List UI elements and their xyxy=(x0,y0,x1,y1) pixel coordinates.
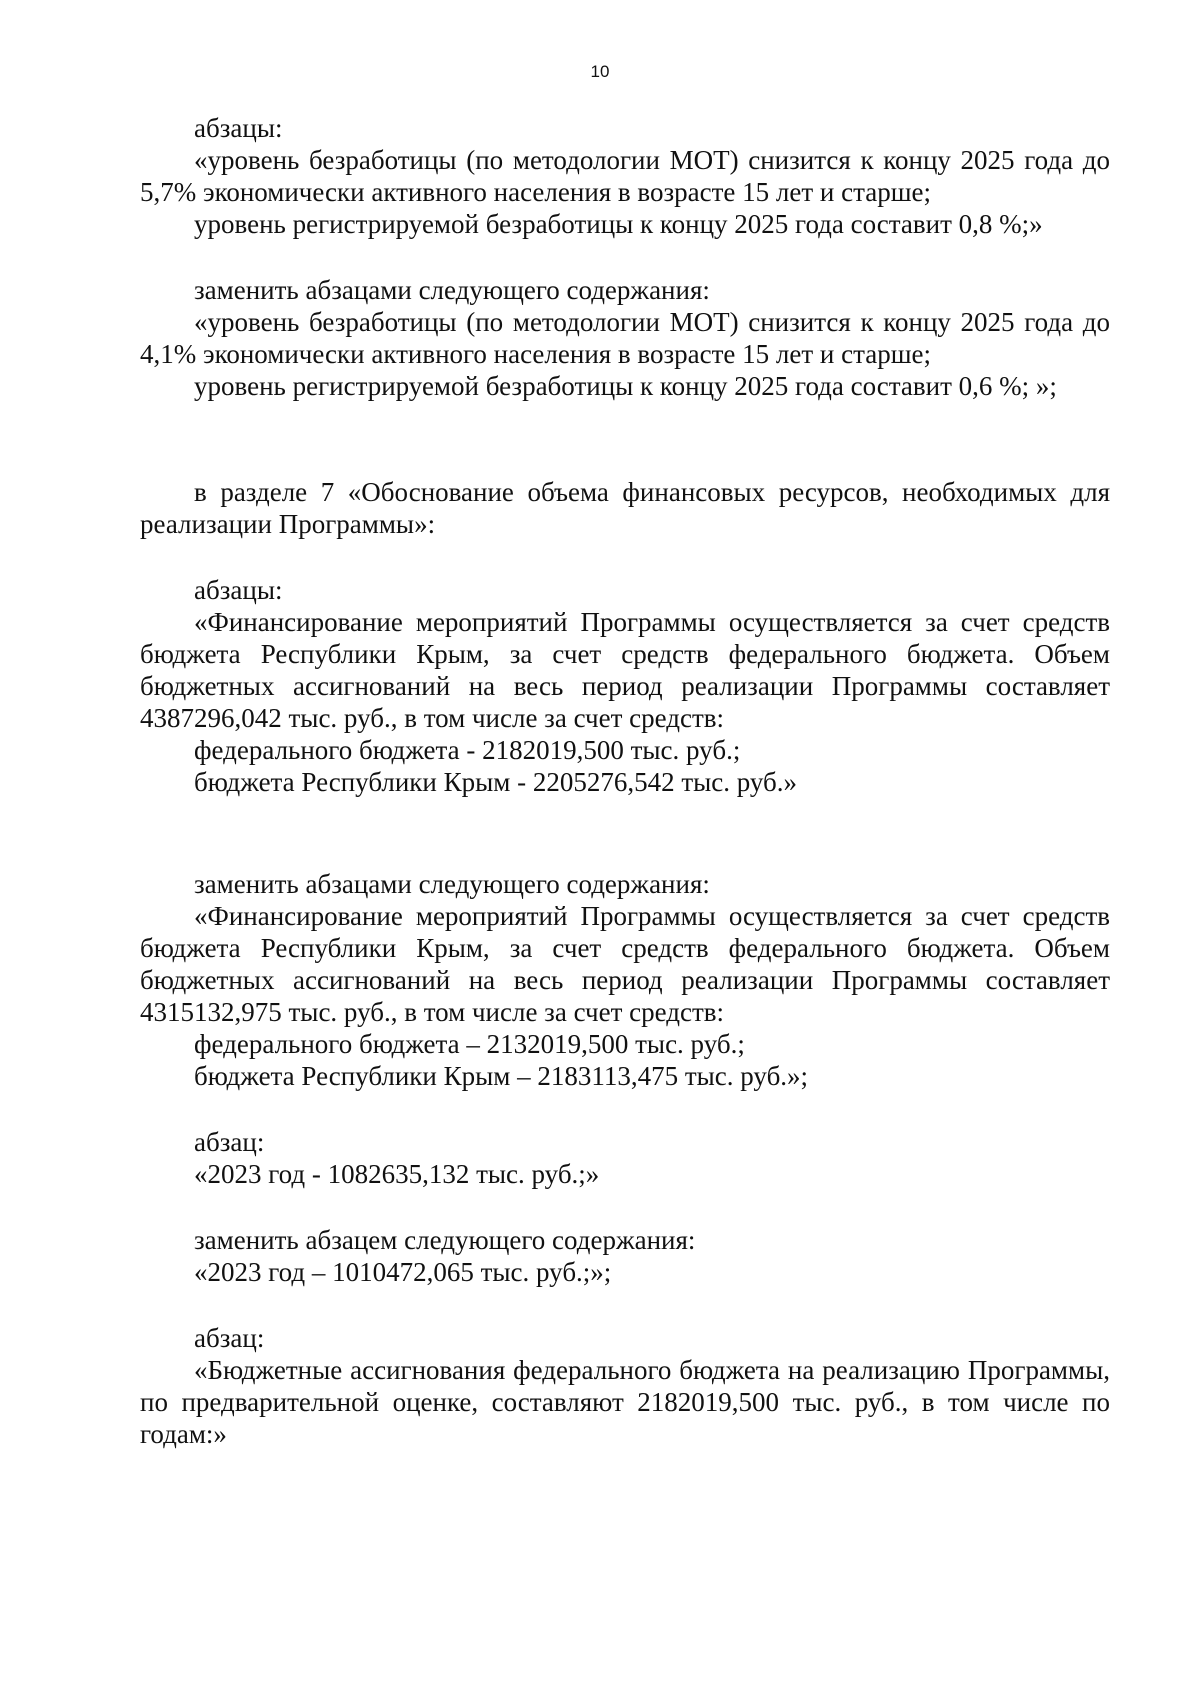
paragraph-label: абзац: xyxy=(194,1127,265,1157)
quoted-paragraph: федерального бюджета – 2132019,500 тыс. руб.; xyxy=(194,1029,745,1059)
quoted-paragraph: бюджета Республики Крым – 2183113,475 тыс. руб.»; xyxy=(194,1061,809,1091)
quoted-paragraph: «2023 год - 1082635,132 тыс. руб.;» xyxy=(194,1159,600,1189)
paragraph-label: заменить абзацем следующего содержания: xyxy=(194,1225,696,1255)
paragraph-label: абзац: xyxy=(194,1323,265,1353)
quoted-paragraph: «уровень безработицы (по методологии МОТ) снизится к концу 2025 года до 5,7% экономически активного населения в возрасте 15 лет и старше; xyxy=(140,145,1110,207)
document-body xyxy=(140,112,1110,1450)
quoted-paragraph: «уровень безработицы (по методологии МОТ) снизится к концу 2025 года до 4,1% экономически активного населения в возрасте 15 лет и старше; xyxy=(140,307,1110,369)
paragraph-label: заменить абзацами следующего содержания: xyxy=(194,869,710,899)
paragraph-label: заменить абзацами следующего содержания: xyxy=(194,275,710,305)
quoted-paragraph: уровень регистрируемой безработицы к концу 2025 года составит 0,8 %;» xyxy=(194,209,1043,239)
paragraph-label: абзацы: xyxy=(194,575,283,605)
page-number: 10 xyxy=(590,62,610,81)
quoted-paragraph: «2023 год – 1010472,065 тыс. руб.;»; xyxy=(194,1257,612,1287)
quoted-paragraph: «Бюджетные ассигнования федерального бюджета на реализацию Программы, по предварительной оценке, составляют 2182019,500 тыс. руб., в том числе по годам:» xyxy=(140,1355,1110,1449)
section-heading: в разделе 7 «Обоснование объема финансовых ресурсов, необходимых для реализации Программы»: xyxy=(140,477,1110,539)
quoted-paragraph: федерального бюджета - 2182019,500 тыс. руб.; xyxy=(194,735,741,765)
quoted-paragraph: бюджета Республики Крым - 2205276,542 тыс. руб.» xyxy=(194,767,798,797)
quoted-paragraph: «Финансирование мероприятий Программы осуществляется за счет средств бюджета Республики Крым, за счет средств федерального бюджета. Объем бюджетных ассигнований на весь период реализации Программы составляет 4387296,042 тыс. руб., в том числе за счет средств: xyxy=(140,607,1110,733)
paragraph-label: абзацы: xyxy=(194,113,283,143)
quoted-paragraph: уровень регистрируемой безработицы к концу 2025 года составит 0,6 %; »; xyxy=(194,371,1057,401)
quoted-paragraph: «Финансирование мероприятий Программы осуществляется за счет средств бюджета Республики Крым, за счет средств федерального бюджета. Объем бюджетных ассигнований на весь период реализации Программы составляет 4315132,975 тыс. руб., в том числе за счет средств: xyxy=(140,901,1110,1027)
